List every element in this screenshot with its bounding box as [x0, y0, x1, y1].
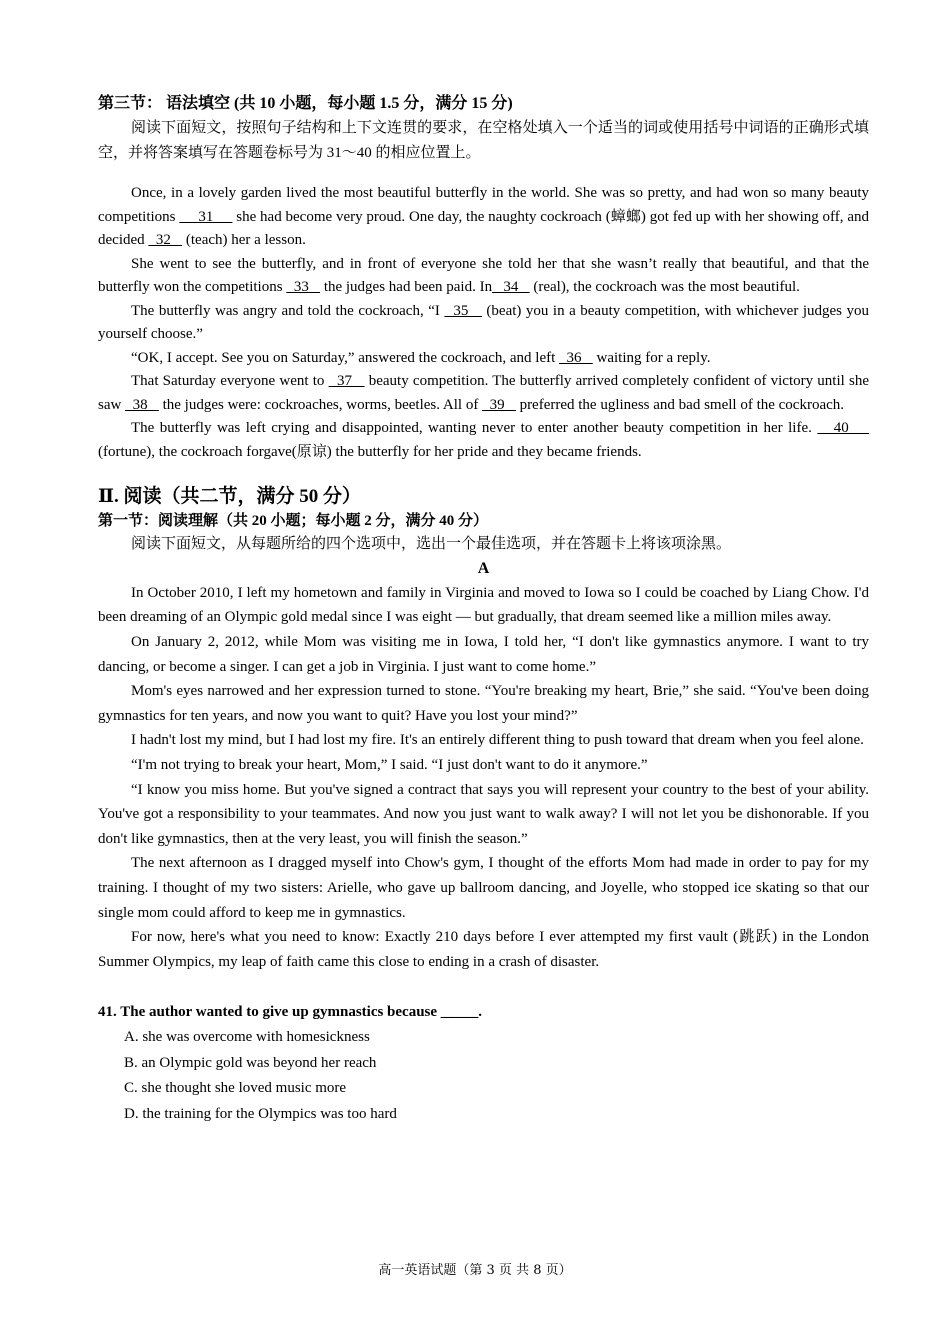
blank-33: 33: [286, 279, 321, 296]
reading-paragraph: “I know you miss home. But you've signed a contract that says you will represent your country to the best of your ability. You've got a responsibility to your teammates. And now you just want to walk away? I will not let you be dishonorable. If you don't like gymnastics, then at the very least, you will finish the season.”: [98, 781, 869, 847]
passage-paragraph-1: [98, 182, 869, 253]
blank-34: 34: [492, 279, 530, 296]
text-run: That Saturday everyone went to: [131, 373, 329, 390]
text-run: “OK, I accept. See you on Saturday,” answered the cockroach, and left: [131, 349, 560, 366]
part2-instructions: 阅读下面短文，从每题所给的四个选项中，选出一个最佳选项，并在答题卡上将该项涂黑。: [131, 536, 732, 553]
exam-page: [98, 92, 869, 1127]
reading-paragraph: For now, here's what you need to know: Exactly 210 days before I ever attempted my first vault (跳跃) in the London Summer Olympics, my leap of faith came this close to ending in a crash of disaster.: [98, 929, 869, 970]
part2-subtitle: 第一节：阅读理解（共 20 小题；每小题 2 分，满分 40 分）: [98, 513, 489, 530]
blank-38: 38: [125, 396, 159, 413]
reading-paragraph: In October 2010, I left my hometown and family in Virginia and moved to Iowa so I could be coached by Liang Chow. I'd been dreaming of an Olympic gold medal since I was eight — but gradually, that dream seemed like a million miles away.: [98, 584, 869, 626]
text-run: (beat) you in a beauty competition, with whichever judges you yourself choose.”: [98, 302, 869, 343]
section3-instructions: 阅读下面短文，按照句子结构和上下文连贯的要求，在空格处填入一个适当的词或使用括号中词语的正确形式填空，并将答案填写在答题卷标号为 31～40 的相应位置上。: [98, 120, 869, 161]
text-run: The butterfly was angry and told the cockroach, “I: [131, 302, 445, 319]
passage-paragraph-6: [98, 417, 869, 464]
reading-paragraph: The next afternoon as I dragged myself into Chow's gym, I thought of the efforts Mom had made in order to pay for my training. I thought of my two sisters: Arielle, who gave up ballroom dancing, and Joyelle, who stopped ice skating so that our single mom could afford to keep me in gymnastics.: [98, 855, 869, 921]
blank-40: 40: [817, 420, 870, 437]
text-run: waiting for a reply.: [592, 349, 711, 366]
blank-32: 32: [148, 232, 183, 249]
text-run: (real), the cockroach was the most beautiful.: [529, 279, 800, 296]
text-run: (fortune), the cockroach forgave(原谅) the butterfly for her pride and they became friends.: [98, 443, 642, 460]
option-d: D. the training for the Olympics was too hard: [124, 1105, 397, 1122]
part2-title: Ⅱ. 阅读（共二节，满分 50 分）: [98, 486, 362, 508]
text-run: the judges were: cockroaches, worms, beetles. All of: [158, 396, 483, 413]
spacer: [98, 165, 869, 182]
text-run: (teach) her a lesson.: [182, 232, 306, 249]
blank-31: 31: [179, 208, 233, 225]
section3-title: 第三节： 语法填空 (共 10 小题，每小题 1.5 分，满分 15 分): [98, 95, 513, 112]
blank-39: 39: [482, 396, 516, 413]
blank-36: 36: [559, 349, 593, 366]
text-run: preferred the ugliness and bad smell of the cockroach.: [515, 396, 845, 413]
text-run: She went to see the butterfly, and in front of everyone she told her that she wasn’t really that beautiful, and that the butterfly won the competitions: [98, 255, 869, 296]
page-footer: 高一英语试题（第 3 页 共 8 页）: [378, 1263, 572, 1278]
passage-paragraph-5: [98, 370, 869, 417]
option-a: A. she was overcome with homesickness: [124, 1029, 370, 1046]
blank-35: 35: [444, 302, 482, 319]
question-41: 41. The author wanted to give up gymnastics because _____.: [98, 1004, 483, 1021]
passage-label: A: [477, 559, 490, 577]
text-run: Once, in a lovely garden lived the most beautiful butterfly in the world. She was so pretty, and had won so many beauty competitions: [98, 185, 869, 225]
option-b: B. an Olympic gold was beyond her reach: [124, 1054, 377, 1071]
text-run: The butterfly was left crying and disappointed, wanting never to enter another beauty competition in her life.: [131, 420, 818, 437]
text-run: she had become very proud. One day, the naughty cockroach (蟑螂) got fed up with her showing off, and decided: [98, 208, 869, 249]
reading-paragraph: Mom's eyes narrowed and her expression turned to stone. “You're breaking my heart, Brie,” she said. “You've been doing gymnastics for ten years, and now you want to quit? Have you lost your mind?”: [98, 683, 869, 724]
option-c: C. she thought she loved music more: [124, 1080, 347, 1097]
reading-paragraph: “I'm not trying to break your heart, Mom,” I said. “I just don't want to do it anymore.”: [131, 756, 648, 773]
passage-paragraph-3: [98, 300, 869, 347]
passage-paragraph-4: [98, 347, 869, 371]
text-run: the judges had been paid. In: [320, 279, 493, 296]
reading-paragraph: On January 2, 2012, while Mom was visiting me in Iowa, I told her, “I don't like gymnastics anymore. I want to try dancing, or become a singer. I can get a job in Virginia. I just want to come home.”: [98, 633, 869, 675]
text-run: beauty competition. The butterfly arrived completely confident of victory until she saw: [98, 373, 870, 413]
passage-paragraph-2: [98, 253, 869, 300]
reading-paragraph: I hadn't lost my mind, but I had lost my fire. It's an entirely different thing to push toward that dream when you feel alone.: [131, 732, 864, 749]
blank-37: 37: [328, 373, 365, 390]
